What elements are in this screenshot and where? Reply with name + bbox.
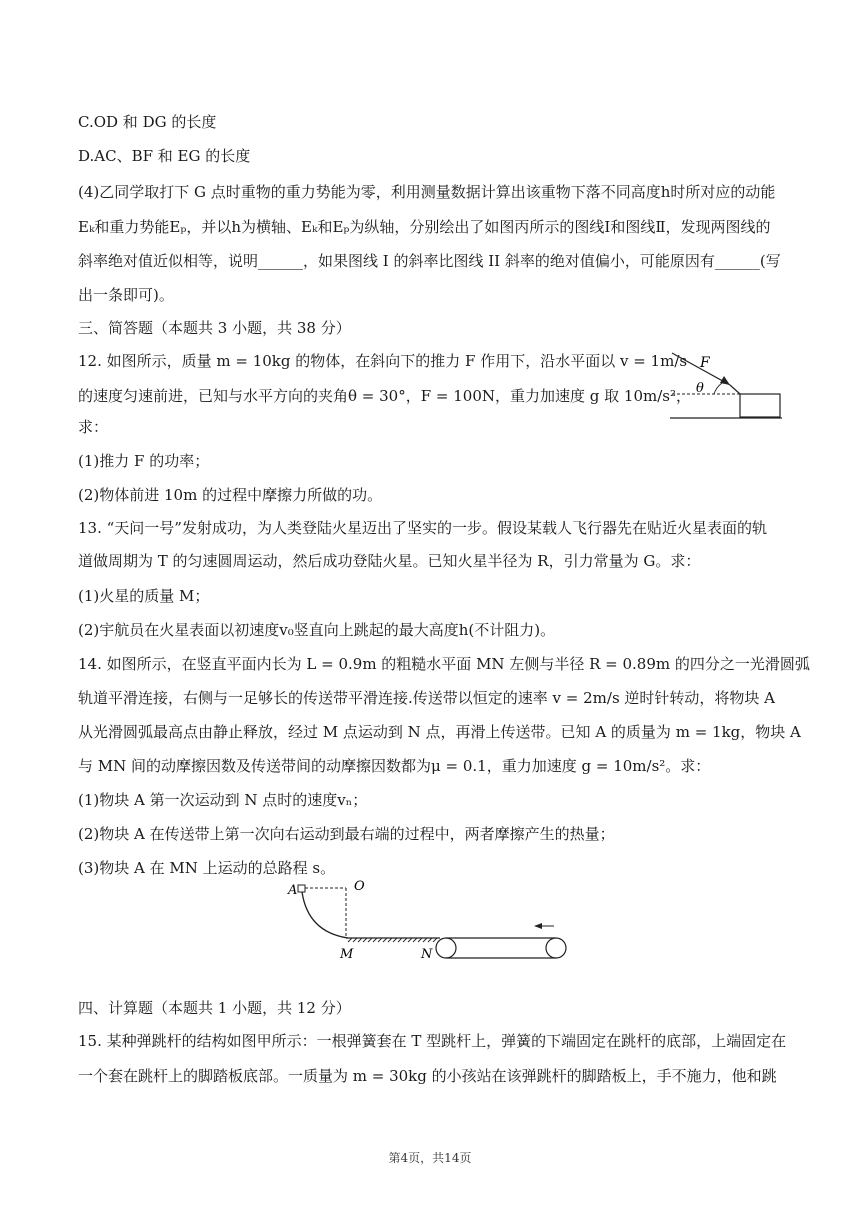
q15-line-2: 一个套在跳杆上的脚踏板底部。一质量为 m = 30kg 的小孩站在该弹跳杆的脚踏板上，手不施力，他和跳	[78, 1067, 777, 1085]
label-F: F	[700, 355, 710, 371]
section-heading-3: 三、简答题（本题共 3 小题，共 38 分）	[78, 319, 351, 337]
figure-q12-force-diagram	[660, 345, 790, 425]
text-line-4: Eₖ和重力势能Eₚ，并以h为横轴、Eₖ和Eₚ为纵轴，分别绘出了如图丙所示的图线Ⅰ和图线Ⅱ，发现两图线的	[78, 218, 771, 236]
label-theta: θ	[696, 381, 704, 396]
q14-line-1: 14. 如图所示，在竖直平面内长为 L = 0.9m 的粗糙水平面 MN 左侧与半径 R = 0.89m 的四分之一光滑圆弧	[78, 655, 810, 673]
text-line-1: C.OD 和 DG 的长度	[78, 113, 217, 131]
q14-line-6: (2)物块 A 在传送带上第一次向右运动到最右端的过程中，两者摩擦产生的热量；	[78, 825, 615, 843]
q13-line-1: 13. “天问一号”发射成功，为人类登陆火星迈出了坚实的一步。假设某载人飞行器先在贴近火星表面的轨	[78, 519, 767, 537]
q13-line-4: (2)宇航员在火星表面以初速度v₀竖直向上跳起的最大高度h(不计阻力)。	[78, 621, 556, 639]
section-heading-4: 四、计算题（本题共 1 小题，共 12 分）	[78, 999, 351, 1017]
q13-line-2: 道做周期为 T 的匀速圆周运动，然后成功登陆火星。已知火星半径为 R，引力常量为 G。求：	[78, 552, 701, 570]
q14-line-2: 轨道平滑连接，右侧与一足够长的传送带平滑连接.传送带以恒定的速率 v = 2m/s 逆时针转动，将物块 A	[78, 689, 776, 707]
text-line-5: 斜率绝对值近似相等，说明______，如果图线 I 的斜率比图线 II 斜率的绝对值偏小，可能原因有______(写	[78, 252, 781, 270]
q12-line-3: 求：	[78, 418, 109, 436]
label-N: N	[421, 947, 433, 962]
text-line-2: D.AC、BF 和 EG 的长度	[78, 147, 251, 165]
q14-line-7: (3)物块 A 在 MN 上运动的总路程 s。	[78, 859, 336, 877]
page-footer: 第4页，共14页	[388, 1151, 472, 1165]
q12-line-4: (1)推力 F 的功率；	[78, 452, 210, 470]
text-line-6: 出一条即可)。	[78, 286, 174, 304]
label-A: A	[288, 883, 298, 898]
q14-line-3: 从光滑圆弧最高点由静止释放，经过 M 点运动到 N 点，再滑上传送带。已知 A 的质量为 m = 1kg，物块 A	[78, 723, 801, 741]
text-line-3: (4)乙同学取打下 G 点时重物的重力势能为零，利用测量数据计算出该重物下落不同高度h时所对应的动能	[78, 183, 776, 201]
figure-q14-track-diagram	[280, 876, 580, 966]
q13-line-3: (1)火星的质量 M；	[78, 587, 210, 605]
q14-line-5: (1)物块 A 第一次运动到 N 点时的速度vₙ；	[78, 791, 368, 809]
q12-line-1: 12. 如图所示，质量 m = 10kg 的物体，在斜向下的推力 F 作用下，沿水平面以 v = 1m/s	[78, 352, 688, 370]
q12-line-2: 的速度匀速前进，已知与水平方向的夹角θ = 30°，F = 100N，重力加速度 g 取 10m/s²，	[78, 387, 691, 405]
q12-line-5: (2)物体前进 10m 的过程中摩擦力所做的功。	[78, 486, 383, 504]
label-O: O	[354, 879, 365, 894]
q14-line-4: 与 MN 间的动摩擦因数及传送带间的动摩擦因数都为μ = 0.1，重力加速度 g = 10m/s²。求：	[78, 757, 711, 775]
q15-line-1: 15. 某种弹跳杆的结构如图甲所示：一根弹簧套在 T 型跳杆上，弹簧的下端固定在跳杆的底部，上端固定在	[78, 1032, 787, 1050]
label-M: M	[340, 947, 354, 962]
